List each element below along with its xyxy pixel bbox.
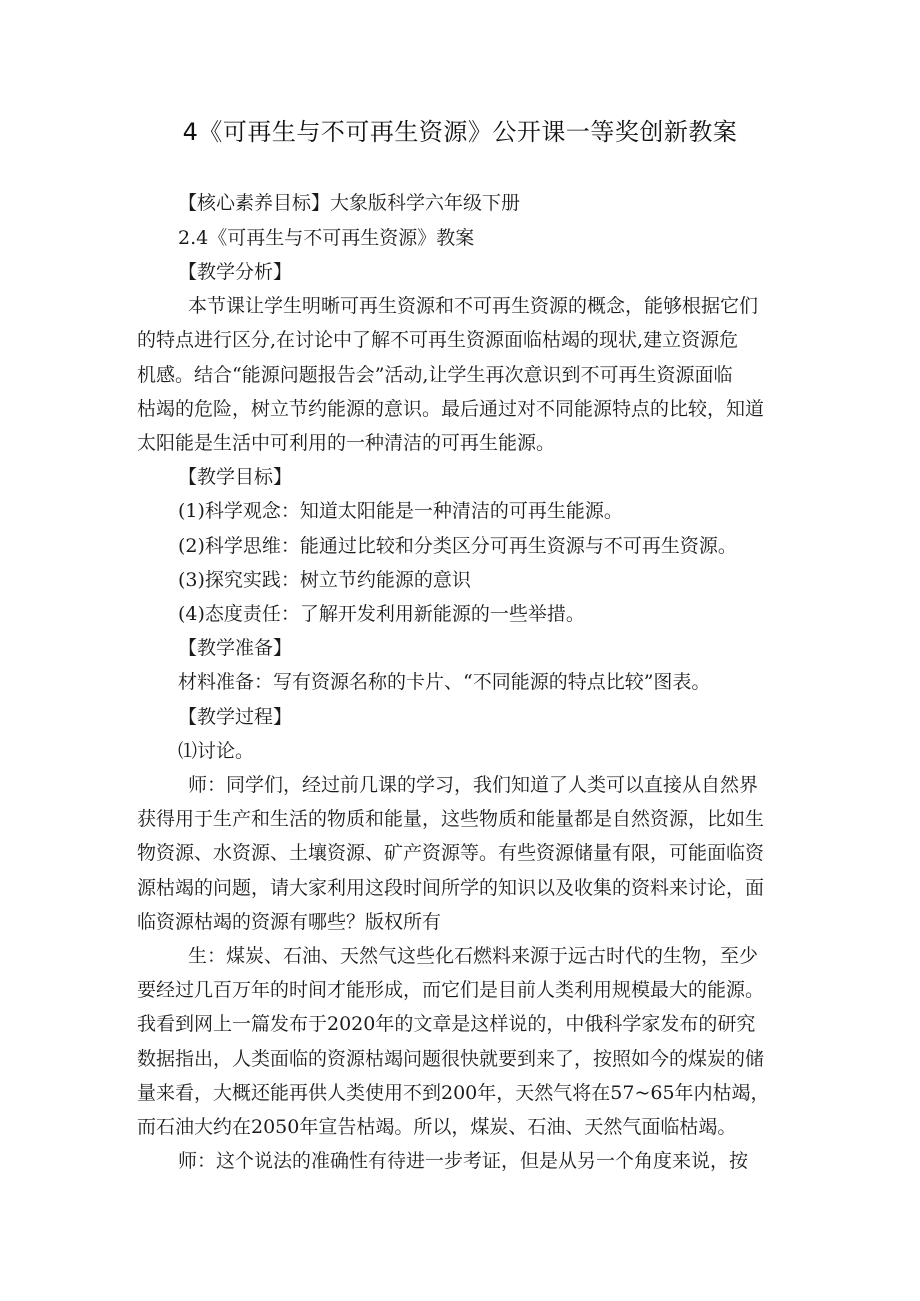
paragraph-line: 物资源、水资源、土壤资源、矿产资源等。有些资源储量有限，可能面临资 bbox=[137, 842, 765, 864]
goal-item: (4)态度责任：了解开发利用新能源的一些举措。 bbox=[178, 603, 585, 625]
paragraph-line: 的特点进行区分,在讨论中了解不可再生资源面临枯竭的现状,建立资源危 bbox=[137, 329, 739, 351]
paragraph-line: 我看到网上一篇发布于2020年的文章是这样说的，中俄科学家发布的研究 bbox=[137, 1013, 756, 1035]
paragraph-line: 师：同学们，经过前几课的学习，我们知道了人类可以直接从自然界 bbox=[188, 774, 759, 796]
paragraph-line: 量来看，大概还能再供人类使用不到200年，天然气将在57~65年内枯竭， bbox=[137, 1082, 770, 1104]
paragraph-line: 机感。结合“能源问题报告会”活动,让学生再次意识到不可再生资源面临 bbox=[137, 364, 733, 386]
section-heading-analysis: 【教学分析】 bbox=[178, 261, 293, 283]
section-heading-process: 【教学过程】 bbox=[178, 706, 293, 728]
paragraph-line: 枯竭的危险，树立节约能源的意识。最后通过对不同能源特点的比较，知道 bbox=[137, 398, 765, 420]
section-heading-core-goals: 【核心素养目标】大象版科学六年级下册 bbox=[178, 192, 521, 214]
paragraph-line: 本节课让学生明晰可再生资源和不可再生资源的概念，能够根据它们 bbox=[188, 295, 759, 317]
paragraph-line: 要经过几百万年的时间才能形成，而它们是目前人类利用规模最大的能源。 bbox=[137, 979, 765, 1001]
materials-line: 材料准备：写有资源名称的卡片、“不同能源的特点比较”图表。 bbox=[178, 671, 711, 693]
lesson-subtitle: 2.4《可再生与不可再生资源》教案 bbox=[178, 227, 475, 249]
paragraph-line: 临资源枯竭的资源有哪些？版权所有 bbox=[137, 911, 442, 933]
paragraph-line: 获得用于生产和生活的物质和能量，这些物质和能量都是自然资源，比如生 bbox=[137, 808, 765, 830]
paragraph-line: 而石油大约在2050年宣告枯竭。所以，煤炭、石油、天然气面临枯竭。 bbox=[137, 1116, 737, 1138]
paragraph-line: 太阳能是生活中可利用的一种清洁的可再生能源。 bbox=[137, 432, 556, 454]
paragraph-line: 生：煤炭、石油、天然气这些化石燃料来源于远古时代的生物，至少 bbox=[188, 945, 759, 967]
process-step: ⑴讨论。 bbox=[178, 740, 255, 762]
goal-item: (2)科学思维：能通过比较和分类区分可再生资源与不可再生资源。 bbox=[178, 535, 737, 557]
section-heading-goals: 【教学目标】 bbox=[178, 466, 293, 488]
paragraph-line: 师：这个说法的准确性有待进一步考证，但是从另一个角度来说，按 bbox=[178, 1150, 749, 1172]
goal-item: (1)科学观念：知道太阳能是一种清洁的可再生能源。 bbox=[178, 500, 623, 522]
section-heading-preparation: 【教学准备】 bbox=[178, 637, 293, 659]
goal-item: (3)探究实践：树立节约能源的意识 bbox=[178, 569, 471, 591]
document-title: 4《可再生与不可再生资源》公开课一等奖创新教案 bbox=[182, 118, 738, 146]
paragraph-line: 数据指出，人类面临的资源枯竭问题很快就要到来了，按照如今的煤炭的储 bbox=[137, 1048, 765, 1070]
paragraph-line: 源枯竭的问题，请大家利用这段时间所学的知识以及收集的资料来讨论，面 bbox=[137, 877, 765, 899]
